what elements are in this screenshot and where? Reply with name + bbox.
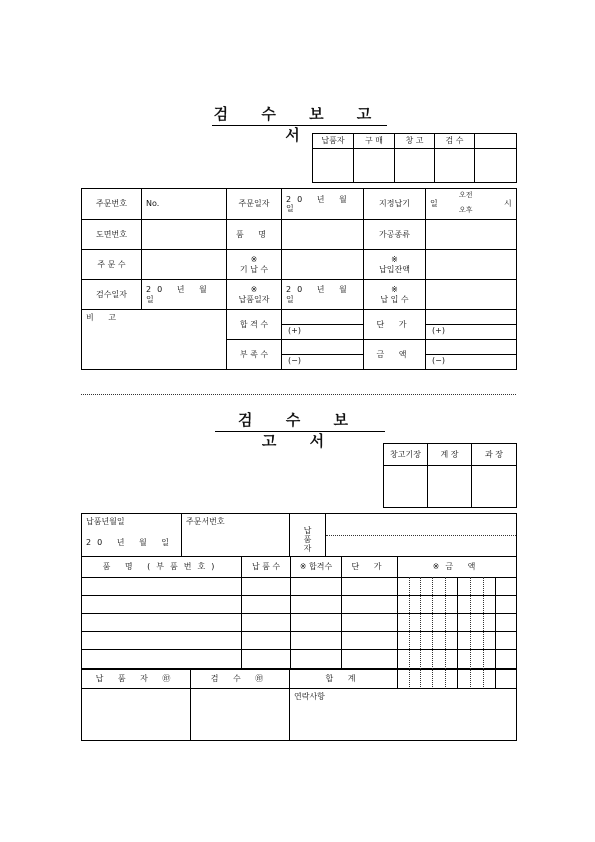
star-mark: ※	[250, 255, 258, 265]
supplier-label-cell	[290, 514, 326, 557]
item-name-cell[interactable]	[82, 596, 242, 614]
process-field[interactable]	[426, 220, 517, 250]
order-no-label: 주문번호	[82, 189, 142, 220]
fail-qty-label: 부 족 수	[227, 340, 282, 370]
due-label: 지정납기	[364, 189, 426, 220]
star-mark: ※	[391, 255, 398, 265]
pass-qty-divider	[282, 324, 363, 325]
balance-label-cell	[364, 250, 426, 280]
delivery-date-field[interactable]: 20 년 월 일	[282, 280, 364, 310]
delivery-date-cell[interactable]	[82, 514, 182, 557]
drawing-no-label: 도면번호	[82, 220, 142, 250]
drawing-no-field[interactable]	[142, 220, 227, 250]
unit-price-cell[interactable]	[342, 650, 398, 669]
report2-items-table	[81, 556, 517, 669]
unit-price-label: 단 가	[364, 310, 426, 340]
approval-inspect-sign[interactable]	[435, 149, 475, 183]
report1-approval-table	[312, 133, 517, 183]
delivered-qty-cell[interactable]	[242, 596, 291, 614]
contact-label: 연락사항	[294, 692, 325, 701]
approval-warehouse-chief-label: 창고기장	[384, 444, 428, 466]
pass-qty-cell[interactable]	[291, 578, 342, 596]
col-amount: ※금 액	[398, 557, 517, 578]
remarks-label: 비 고	[86, 313, 122, 322]
approval-supplier-sign[interactable]	[313, 149, 354, 183]
report2-footer-table	[81, 669, 517, 741]
due-field[interactable]	[426, 189, 517, 220]
unit-price-divider	[426, 324, 516, 325]
item-name-cell[interactable]	[82, 650, 242, 669]
approval-manager-sign[interactable]	[472, 466, 517, 508]
star-mark: ※	[391, 285, 398, 295]
due-day: 일	[430, 199, 438, 208]
amount-divider	[426, 354, 516, 355]
balance-label: 납입잔액	[379, 264, 410, 274]
unit-price-field[interactable]	[426, 310, 517, 340]
unit-price-cell[interactable]	[342, 614, 398, 632]
pass-qty-cell[interactable]	[291, 596, 342, 614]
delivered-qty-field[interactable]	[426, 280, 517, 310]
col-pass-qty: ※ 합격수	[291, 557, 342, 578]
due-am: 오전	[459, 191, 473, 199]
order-date-field[interactable]: 20 년 월 일	[282, 189, 364, 220]
prev-qty-label: 기 납 수	[239, 264, 269, 274]
fail-qty-divider	[282, 354, 363, 355]
approval-purchase-sign[interactable]	[354, 149, 395, 183]
report1-title: 검 수 보 고 서	[213, 105, 386, 144]
order-doc-label: 주문서번호	[186, 517, 225, 526]
delivery-ymd-value: 20 년 월 일	[86, 538, 175, 548]
approval-chief-sign[interactable]	[428, 466, 472, 508]
table-row	[82, 614, 517, 632]
report1-title-underline	[212, 125, 387, 126]
footer-supplier-sign[interactable]	[82, 689, 191, 741]
approval-warehouse-chief-sign[interactable]	[384, 466, 428, 508]
delivery-date-label: 납품일자	[238, 294, 270, 304]
plus-sign: (+)	[288, 326, 301, 335]
approval-supplier-label: 납품자	[313, 134, 354, 149]
table-row	[82, 650, 517, 669]
due-hour: 시	[504, 199, 512, 208]
item-name-cell[interactable]	[82, 614, 242, 632]
footer-inspector-sign[interactable]	[191, 689, 290, 741]
approval-inspect-label: 검 수	[435, 134, 475, 149]
table-row	[82, 596, 517, 614]
report2-title-underline	[215, 431, 385, 432]
item-name-cell[interactable]	[82, 632, 242, 650]
prev-qty-field[interactable]	[282, 250, 364, 280]
unit-price-cell[interactable]	[342, 596, 398, 614]
footer-total-amount[interactable]	[398, 670, 517, 689]
delivery-date-label-cell	[227, 280, 282, 310]
star-mark: ※	[250, 285, 258, 295]
inspect-date-field[interactable]: 20 년 월 일	[142, 280, 227, 310]
amount-label: 금 액	[364, 340, 426, 370]
order-qty-label: 주 문 수	[82, 250, 142, 280]
minus-sign: (−)	[288, 356, 301, 365]
report1-main-table	[81, 188, 517, 370]
pass-qty-field[interactable]	[282, 310, 364, 340]
unit-price-cell[interactable]	[342, 578, 398, 596]
approval-chief-label: 계 장	[428, 444, 472, 466]
due-pm: 오후	[459, 206, 473, 214]
footer-supplier-label: 납 품 자 ㊞	[82, 670, 191, 689]
order-qty-field[interactable]	[142, 250, 227, 280]
delivery-ymd-label: 납품년월일	[86, 517, 125, 526]
order-no-field[interactable]: No.	[142, 189, 227, 220]
fail-qty-field[interactable]	[282, 340, 364, 370]
prev-qty-label-cell	[227, 250, 282, 280]
cut-line	[81, 394, 516, 395]
process-label: 가공종류	[364, 220, 426, 250]
pass-qty-label: 합 격 수	[227, 310, 282, 340]
delivered-qty-cell[interactable]	[242, 650, 291, 669]
report2-approval-table	[383, 443, 517, 508]
order-doc-cell[interactable]	[182, 514, 290, 557]
remarks-cell[interactable]	[82, 310, 227, 370]
order-date-label: 주문일자	[227, 189, 282, 220]
pass-qty-cell[interactable]	[291, 632, 342, 650]
approval-extra-sign[interactable]	[475, 149, 517, 183]
pass-qty-cell[interactable]	[291, 614, 342, 632]
item-name-label: 품 명	[227, 220, 282, 250]
supplier-label: 납 품 자	[303, 525, 312, 554]
delivered-qty-cell[interactable]	[242, 578, 291, 596]
footer-total-label: 합 계	[290, 670, 398, 689]
footer-inspector-label: 검 수 ㊞	[191, 670, 290, 689]
delivered-qty-cell[interactable]	[242, 614, 291, 632]
delivered-qty-label-cell	[364, 280, 426, 310]
table-row	[82, 632, 517, 650]
amount-field[interactable]	[426, 340, 517, 370]
delivered-qty-cell[interactable]	[242, 632, 291, 650]
minus-sign: (−)	[432, 356, 445, 365]
table-row	[82, 578, 517, 596]
approval-warehouse-label: 창 고	[395, 134, 435, 149]
approval-purchase-label: 구 매	[354, 134, 395, 149]
report2-header-table	[81, 513, 517, 557]
approval-manager-label: 과 장	[472, 444, 517, 466]
col-delivered-qty: 납 품 수	[242, 557, 291, 578]
item-name-cell[interactable]	[82, 578, 242, 596]
balance-field[interactable]	[426, 250, 517, 280]
contact-cell[interactable]	[290, 689, 517, 741]
unit-price-cell[interactable]	[342, 632, 398, 650]
item-name-field[interactable]	[282, 220, 364, 250]
plus-sign: (+)	[432, 326, 445, 335]
supplier-dotted-line	[326, 535, 516, 536]
approval-extra-cell[interactable]	[475, 134, 517, 149]
inspect-date-label: 검수일자	[82, 280, 142, 310]
col-unit-price: 단 가	[342, 557, 398, 578]
delivered-qty-label: 납 입 수	[380, 294, 409, 304]
col-item-name: 품 명 (부품번호)	[82, 557, 242, 578]
pass-qty-cell[interactable]	[291, 650, 342, 669]
supplier-field[interactable]	[326, 514, 517, 557]
approval-warehouse-sign[interactable]	[395, 149, 435, 183]
report2-title: 검 수 보 고 서	[238, 411, 362, 450]
